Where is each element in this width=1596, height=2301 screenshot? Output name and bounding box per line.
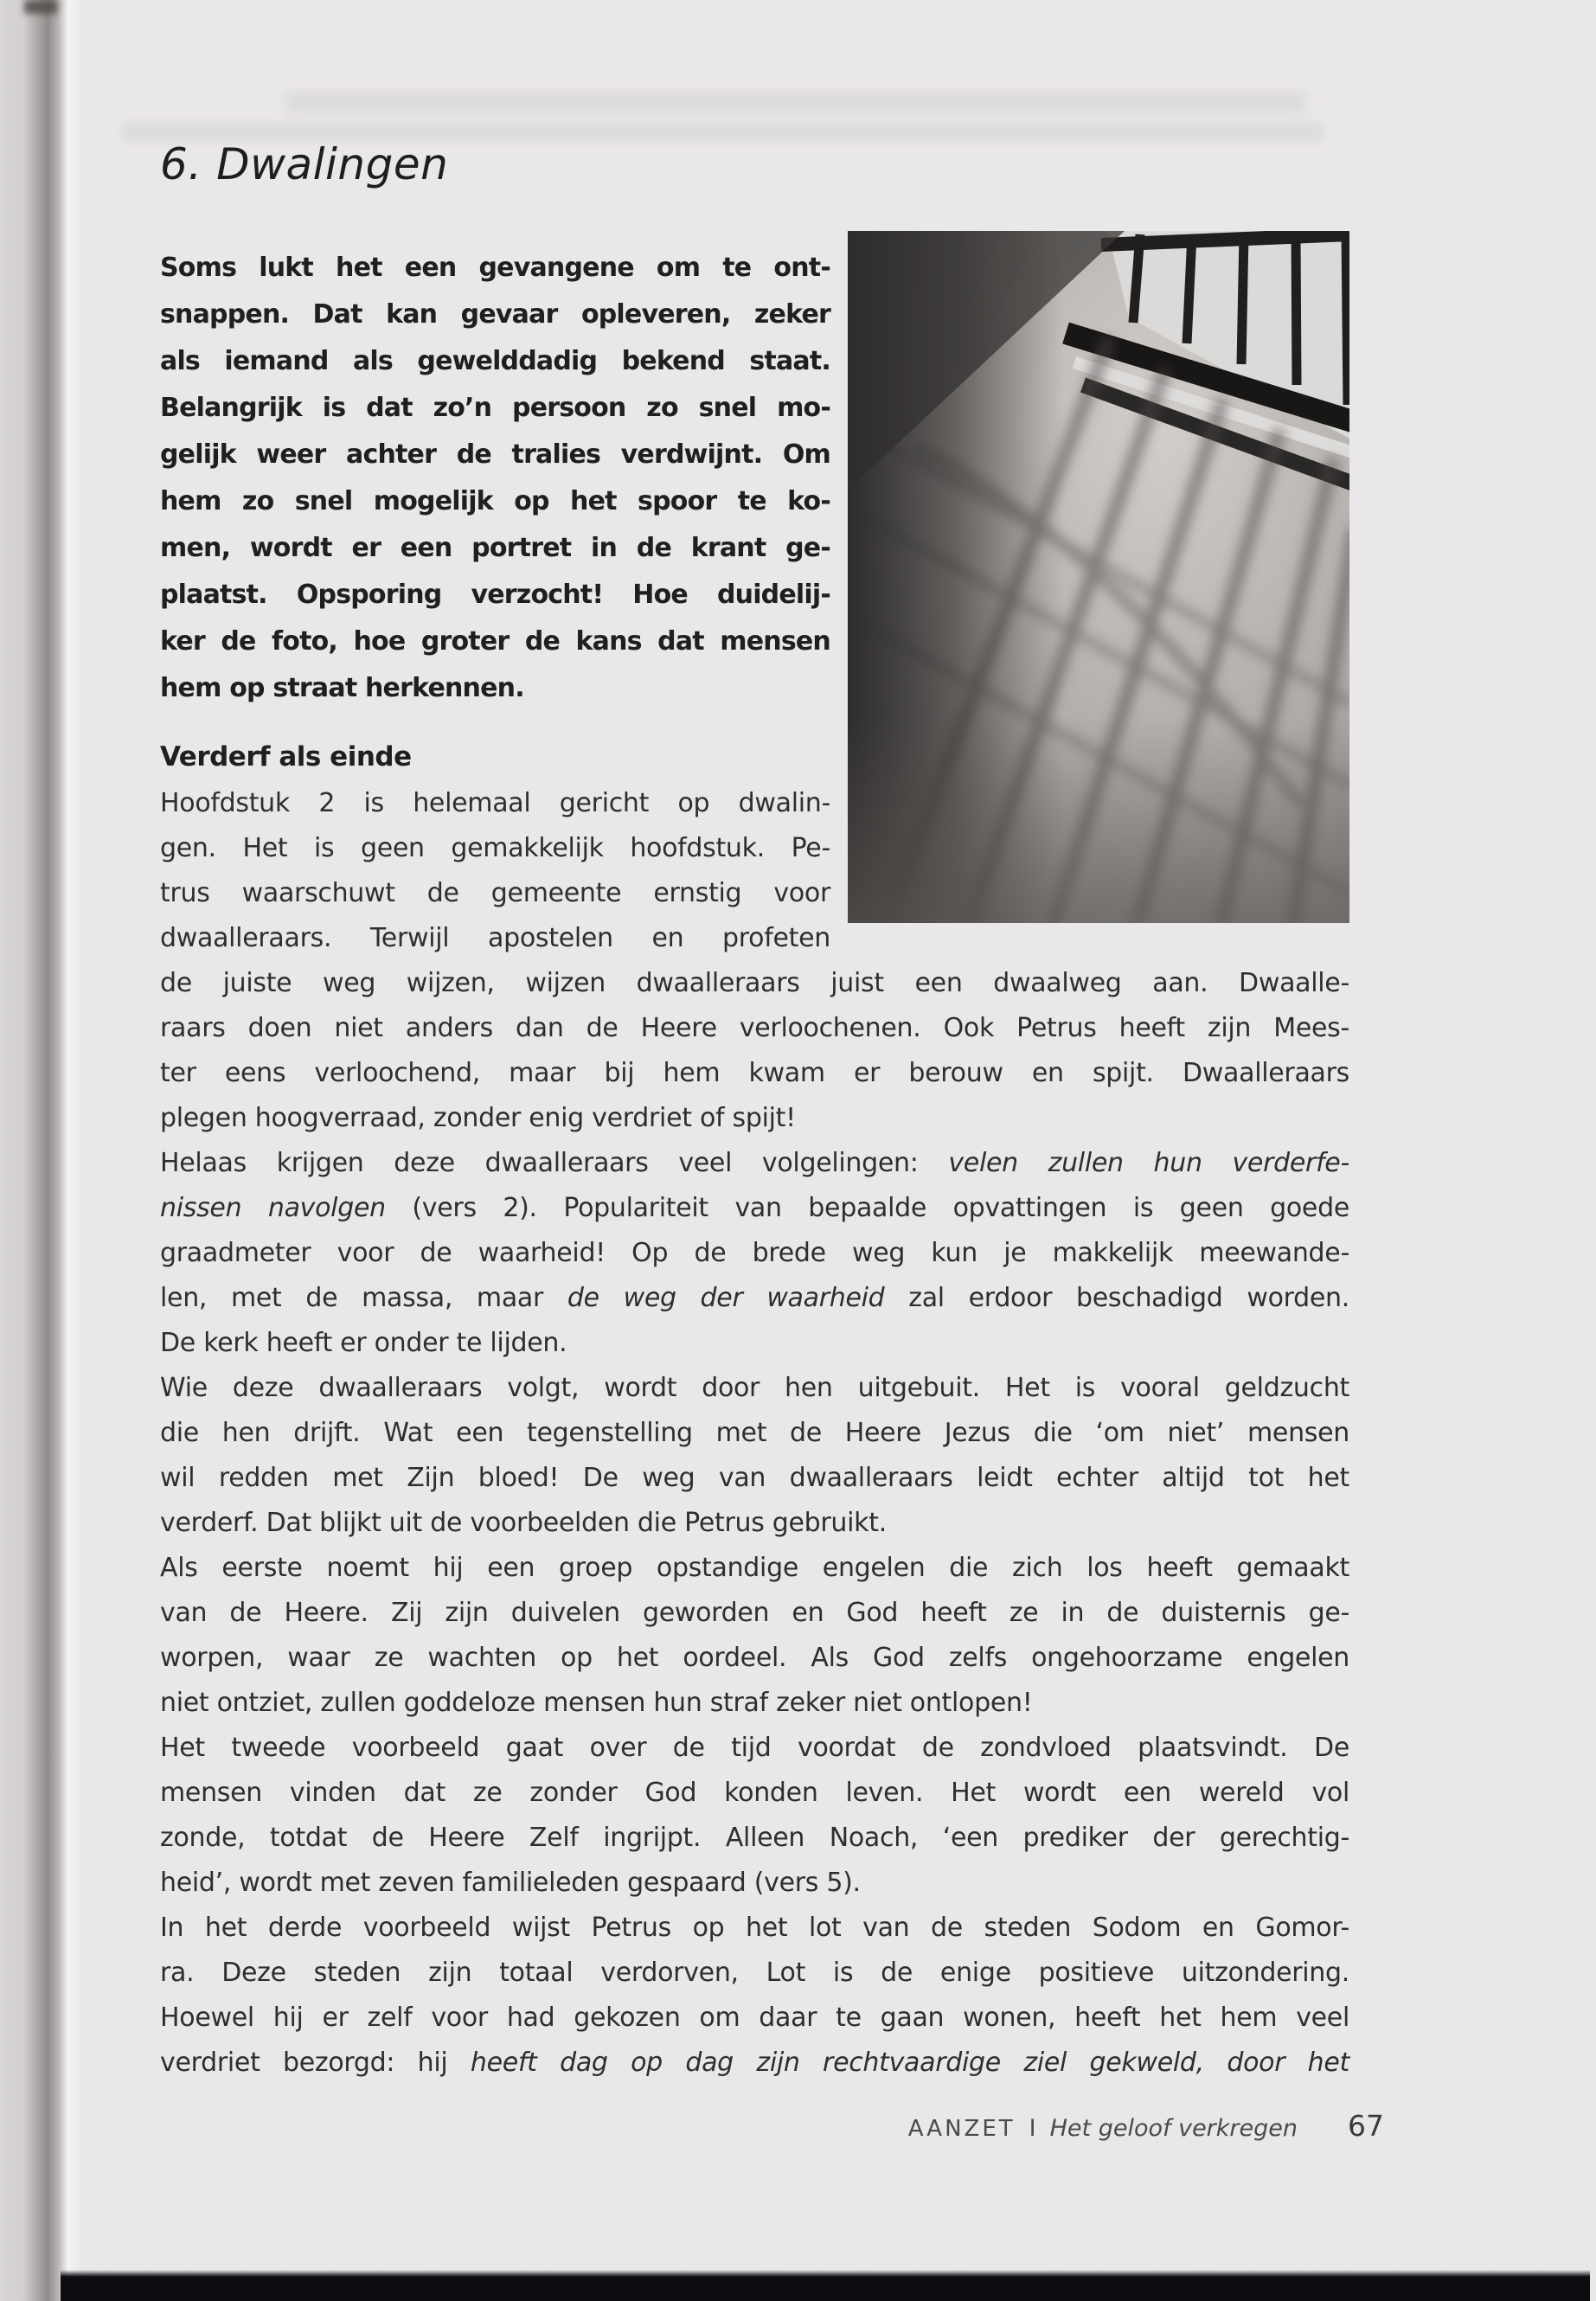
body-text xyxy=(160,781,1349,2086)
footer-separator: I xyxy=(1029,2115,1036,2142)
text-line: zonde, totdat de Heere Zelf ingrijpt. Alleen Noach, ‘een prediker der gerechtig- xyxy=(160,1823,1349,1853)
text-line: mensen vinden dat ze zonder God konden leven. Het wordt een wereld vol xyxy=(160,1778,1349,1808)
text-line: wil redden met Zijn bloed! De weg van dwaalleraars leidt echter altijd tot het xyxy=(160,1463,1349,1493)
text-line: plegen hoogverraad, zonder enig verdriet of spijt! xyxy=(160,1103,796,1133)
text-line: als iemand als gewelddadig bekend staat. xyxy=(160,346,830,376)
prison-window-photo xyxy=(848,231,1349,923)
text-line: van de Heere. Zij zijn duivelen geworden en God heeft ze in de duisternis ge- xyxy=(160,1598,1349,1628)
text-line: verderf. Dat blijkt uit de voorbeelden die Petrus gebruikt. xyxy=(160,1508,887,1538)
text-line: trus waarschuwt de gemeente ernstig voor xyxy=(160,878,830,908)
text-line: raars doen niet anders dan de Heere verloochenen. Ook Petrus heeft zijn Mees- xyxy=(160,1013,1349,1043)
text-line: len, met de massa, maar de weg der waarheid zal erdoor beschadigd worden. xyxy=(160,1283,1349,1313)
text-line: dwaalleraars. Terwijl apostelen en profeten xyxy=(160,923,830,953)
book-title: Het geloof verkregen xyxy=(1049,2115,1298,2142)
text-line: verdriet bezorgd: hij heeft dag op dag zijn rechtvaardige ziel gekweld, door het xyxy=(160,2048,1350,2078)
text-line: ker de foto, hoe groter de kans dat mensen xyxy=(160,626,830,657)
text-line: In het derde voorbeeld wijst Petrus op het lot van de steden Sodom en Gomor- xyxy=(160,1913,1349,1943)
text-line: Soms lukt het een gevangene om te ont- xyxy=(160,253,830,283)
text-line: graadmeter voor de waarheid! Op de brede weg kun je makkelijk meewande- xyxy=(160,1238,1349,1268)
text-line: Als eerste noemt hij een groep opstandige engelen die zich los heeft gemaakt xyxy=(160,1553,1349,1583)
page-number: 67 xyxy=(1348,2109,1384,2143)
scan-edge-bar xyxy=(61,2270,1590,2301)
text-line: gelijk weer achter de tralies verdwijnt. Om xyxy=(160,439,830,470)
text-line: hem op straat herkennen. xyxy=(160,673,524,703)
book-gutter-shadow xyxy=(0,0,83,2301)
text-line: niet ontziet, zullen goddeloze mensen hun straf zeker niet ontlopen! xyxy=(160,1688,1033,1718)
text-line: Belangrijk is dat zo’n persoon zo snel mo- xyxy=(160,393,830,423)
imprint-name: AANZET xyxy=(907,2116,1016,2142)
print-bleed-through xyxy=(285,92,1306,114)
text-line: gen. Het is geen gemakkelijk hoofdstuk. Pe- xyxy=(160,833,830,863)
text-line: Hoofdstuk 2 is helemaal gericht op dwalin- xyxy=(160,788,830,818)
text-line: ra. Deze steden zijn totaal verdorven, Lot is de enige positieve uitzondering. xyxy=(160,1958,1349,1988)
text-line: ter eens verloochend, maar bij hem kwam er berouw en spijt. Dwaalleraars xyxy=(160,1058,1349,1088)
text-line: Het tweede voorbeeld gaat over de tijd voordat de zondvloed plaatsvindt. De xyxy=(160,1733,1349,1763)
text-line: De kerk heeft er onder te lijden. xyxy=(160,1328,567,1358)
text-line: die hen drijft. Wat een tegenstelling met de Heere Jezus die ‘om niet’ mensen xyxy=(160,1418,1349,1448)
text-line: Helaas krijgen deze dwaalleraars veel volgelingen: velen zullen hun verderfe- xyxy=(160,1148,1349,1178)
scan-corner-mark xyxy=(24,0,57,14)
text-line: hem zo snel mogelijk op het spoor te ko- xyxy=(160,486,830,516)
prison-window-photo-graphic xyxy=(848,231,1349,923)
text-line: plaatst. Opsporing verzocht! Hoe duidelij- xyxy=(160,580,830,610)
text-line: Wie deze dwaalleraars volgt, wordt door hen uitgebuit. Het is vooral geldzucht xyxy=(160,1373,1349,1403)
chapter-title: 6. Dwalingen xyxy=(160,139,449,189)
text-line: nissen navolgen (vers 2). Populariteit van bepaalde opvattingen is geen goede xyxy=(160,1193,1349,1223)
text-line: heid’, wordt met zeven familieleden gespaard (vers 5). xyxy=(160,1868,861,1898)
text-line: men, wordt er een portret in de krant ge- xyxy=(160,533,830,563)
page-footer xyxy=(160,2109,1384,2143)
text-line: snappen. Dat kan gevaar opleveren, zeker xyxy=(160,299,830,330)
text-line: de juiste weg wijzen, wijzen dwaalleraars juist een dwaalweg aan. Dwaalle- xyxy=(160,968,1349,998)
text-line: Hoewel hij er zelf voor had gekozen om daar te gaan wonen, heeft het hem veel xyxy=(160,2003,1349,2033)
section-heading: Verderf als einde xyxy=(160,741,412,772)
text-line: worpen, waar ze wachten op het oordeel. Als God zelfs ongehoorzame engelen xyxy=(160,1643,1349,1673)
page-content xyxy=(160,138,1349,2086)
